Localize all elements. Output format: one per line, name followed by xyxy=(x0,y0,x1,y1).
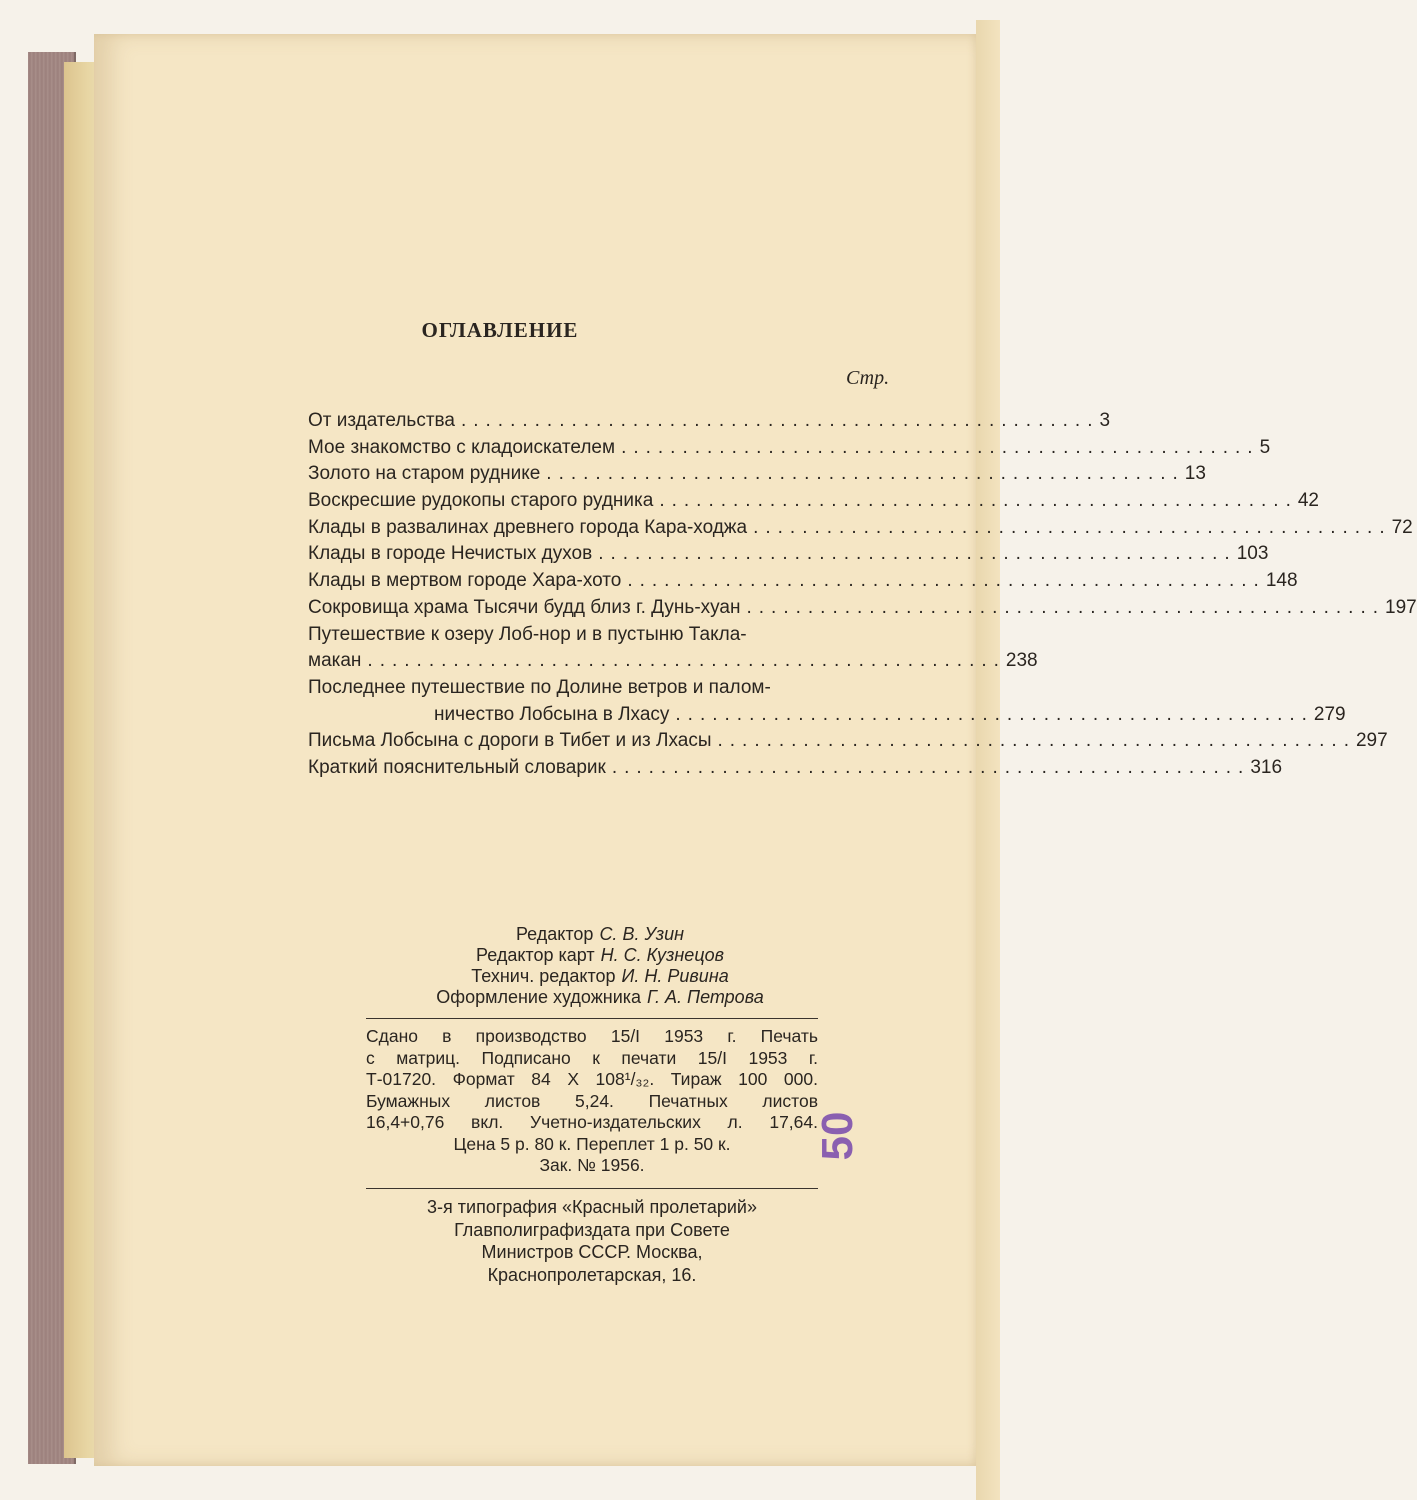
toc-entry-title: Путешествие к озеру Лоб-нор и в пустыню Такла- xyxy=(308,623,747,645)
imprint-line: 16,4+0,76 вкл. Учетно-издательских л. 17,64. xyxy=(366,1112,818,1132)
imprint-line: Бумажных листов 5,24. Печатных листов xyxy=(366,1090,818,1111)
divider-rule xyxy=(366,1018,818,1019)
credit-line xyxy=(0,987,1200,1008)
credit-person: Г. А. Петрова xyxy=(647,987,764,1007)
credit-person: И. Н. Ривина xyxy=(621,966,729,986)
toc-entry-continuation xyxy=(308,702,1346,729)
dot-leader: .................................................... xyxy=(659,490,1298,512)
dot-leader: .................................................... xyxy=(546,463,1185,485)
toc-entry-page: 3 xyxy=(1099,410,1111,431)
toc-entry-title: Последнее путешествие по Долине ветров и палом- xyxy=(308,676,771,698)
toc-entry-page: 279 xyxy=(1313,703,1346,725)
credit-line xyxy=(0,966,1200,987)
dot-leader: .................................................... xyxy=(753,516,1392,538)
printer-line: 3-я типография «Красный пролетарий» xyxy=(427,1197,757,1217)
toc-entry-page: 72 xyxy=(1391,516,1413,538)
toc-entry-page: 42 xyxy=(1297,490,1319,512)
dot-leader: .................................................... xyxy=(717,730,1356,752)
toc-entry xyxy=(308,515,1413,542)
toc-entry-title: Золото на старом руднике xyxy=(308,463,541,485)
credit-role: Редактор карт xyxy=(475,945,595,965)
credit-role: Технич. редактор xyxy=(471,966,616,986)
page-column-label: Стр. xyxy=(846,367,890,389)
imprint-block xyxy=(366,1026,818,1177)
toc-entry xyxy=(308,435,1271,462)
toc-entry xyxy=(308,622,886,649)
toc-entry-title: Мое знакомство с кладоискателем xyxy=(308,436,616,458)
toc-entry xyxy=(308,595,1417,622)
printer-line: Главполиграфиздата при Совете xyxy=(454,1219,730,1240)
toc-entry-title: От издательства xyxy=(308,410,455,431)
credit-role: Оформление художника xyxy=(436,987,642,1007)
credit-line xyxy=(0,945,1200,966)
toc-entry xyxy=(308,675,886,702)
dot-leader: .................................................... xyxy=(611,756,1251,778)
toc-entry xyxy=(308,568,1298,595)
toc-entry-title: Клады в городе Нечистых духов xyxy=(308,543,593,565)
toc-entry xyxy=(308,728,1388,755)
toc-entry-continuation xyxy=(308,648,1038,675)
imprint-line: Сдано в производство 15/I 1953 г. Печать xyxy=(366,1026,818,1046)
toc-entry-page: 148 xyxy=(1265,570,1298,592)
toc-entry-title: Клады в развалинах древнего города Кара-ходжа xyxy=(308,516,748,538)
toc-entry xyxy=(308,488,1319,515)
credits-block xyxy=(0,924,1200,1008)
dot-leader: .................................................... xyxy=(746,596,1385,618)
dot-leader: .................................................... xyxy=(675,703,1314,725)
table-of-contents xyxy=(308,408,1417,782)
imprint-line: Цена 5 р. 80 к. Переплет 1 р. 50 к. xyxy=(453,1133,731,1154)
dot-leader: .................................................... xyxy=(460,410,1100,431)
printer-line: Краснопролетарская, 16. xyxy=(487,1264,697,1285)
toc-entry-title-cont: ничество Лобсына в Лхасу xyxy=(434,703,670,725)
dot-leader: .................................................... xyxy=(621,436,1260,458)
toc-entry-title-cont: макан xyxy=(308,650,362,672)
toc-entry-page: 5 xyxy=(1259,436,1271,458)
toc-entry-title: Воскресшие рудокопы старого рудника xyxy=(308,490,654,512)
toc-entry xyxy=(308,755,1283,782)
toc-entry-page: 297 xyxy=(1355,730,1388,752)
credit-line xyxy=(0,924,1200,945)
printer-block xyxy=(366,1196,818,1286)
toc-entry-title: Письма Лобсына с дороги в Тибет и из Лхасы xyxy=(308,730,712,752)
toc-entry-page: 13 xyxy=(1184,463,1206,485)
dot-leader: .................................................... xyxy=(367,650,1006,672)
toc-entry xyxy=(308,408,1111,435)
imprint-line: с матриц. Подписано к печати 15/I 1953 г. xyxy=(366,1047,818,1068)
toc-entry xyxy=(308,461,1206,488)
divider-rule xyxy=(366,1188,818,1189)
toc-heading: ОГЛАВЛЕНИЕ xyxy=(421,318,579,342)
credit-person: С. В. Узин xyxy=(599,924,685,944)
dot-leader: .................................................... xyxy=(627,570,1266,592)
toc-entry xyxy=(308,541,1269,568)
price-stamp: 50 xyxy=(813,1111,862,1161)
credit-person: Н. С. Кузнецов xyxy=(600,945,725,965)
imprint-line: Т-01720. Формат 84 X 108¹/₃₂. Тираж 100 000. xyxy=(366,1069,818,1089)
imprint-line: Зак. № 1956. xyxy=(539,1155,645,1175)
toc-entry-page: 316 xyxy=(1250,756,1283,778)
toc-entry-page: 197 xyxy=(1385,596,1417,618)
toc-entry-title: Клады в мертвом городе Хара-хото xyxy=(308,570,622,592)
toc-entry-page: 238 xyxy=(1005,650,1038,672)
toc-entry-title: Сокровища храма Тысячи будд близ г. Дунь-хуан xyxy=(308,596,741,618)
toc-entry-page: 103 xyxy=(1236,543,1269,565)
toc-entry-title: Краткий пояснительный словарик xyxy=(308,756,606,778)
printer-line: Министров СССР. Москва, xyxy=(481,1242,703,1262)
dot-leader: .................................................... xyxy=(598,543,1237,565)
credit-role: Редактор xyxy=(515,924,594,944)
